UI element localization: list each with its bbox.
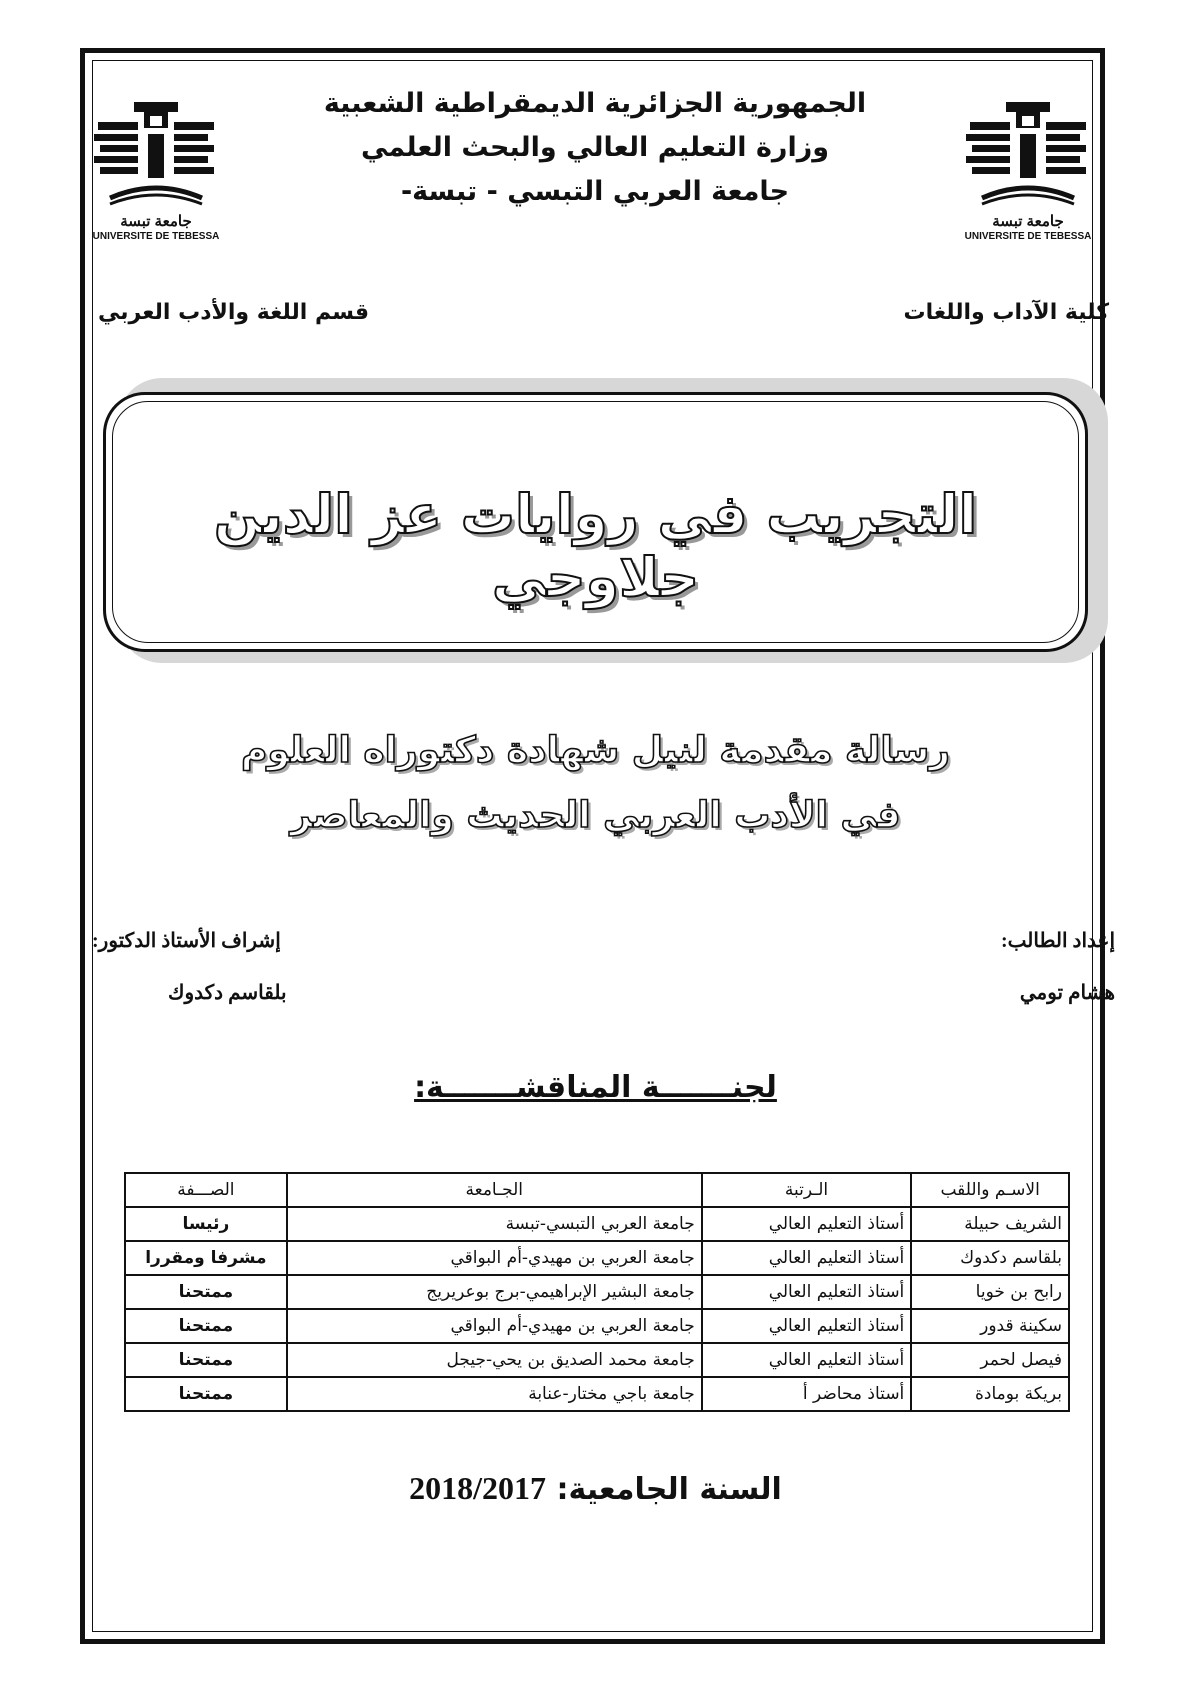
table-row	[125, 1241, 1069, 1275]
jury-rank: أستاذ التعليم العالي	[702, 1275, 912, 1309]
jury-role: مشرفا ومقررا	[125, 1241, 287, 1275]
student-name: هشام تومي	[1019, 982, 1115, 1004]
table-row	[125, 1275, 1069, 1309]
jury-university: جامعة محمد الصديق بن يحي-جيجل	[287, 1343, 702, 1377]
academic-year	[0, 1470, 1191, 1507]
logo-french-caption: UNIVERSITE DE TEBESSA	[964, 231, 1092, 242]
jury-university: جامعة باجي مختار-عنابة	[287, 1377, 702, 1411]
logo-arabic-caption: جامعة تبسة	[992, 213, 1064, 230]
academic-year-label: السنة الجامعية:	[556, 1472, 782, 1507]
jury-name: بريكة بومادة	[911, 1377, 1069, 1411]
header-name: الاسـم واللقب	[911, 1173, 1069, 1207]
header-ministry: وزارة التعليم العالي والبحث العلمي	[360, 132, 830, 163]
jury-rank: أستاذ التعليم العالي	[702, 1309, 912, 1343]
jury-rank: أستاذ التعليم العالي	[702, 1207, 912, 1241]
jury-name: سكينة قدور	[911, 1309, 1069, 1343]
jury-university: جامعة العربي بن مهيدي-أم البواقي	[287, 1241, 702, 1275]
thesis-subtitle-line1: رسالة مقدمة لنيل شهادة دكتوراه العلوم	[240, 730, 951, 771]
university-emblem-icon	[960, 100, 1096, 212]
supervisor-name: بلقاسم دكدوك	[168, 982, 287, 1004]
jury-role: ممتحنا	[125, 1343, 287, 1377]
jury-name: بلقاسم دكدوك	[911, 1241, 1069, 1275]
faculty-name: كلية الآداب واللغات	[903, 300, 1109, 325]
logo-arabic-caption: جامعة تبسة	[120, 213, 192, 230]
thesis-subtitle-line2: في الأدب العربي الحديث والمعاصر	[290, 795, 901, 836]
table-row	[125, 1309, 1069, 1343]
jury-name: الشريف حبيلة	[911, 1207, 1069, 1241]
department-name: قسم اللغة والأدب العربي	[98, 300, 369, 325]
thesis-title: التجريب في روايات عز الدين جلاوجي	[213, 483, 978, 609]
jury-role: ممتحنا	[125, 1377, 287, 1411]
header-university: جامعة العربي التبسي - تبسة-	[400, 176, 790, 207]
header-rank: الـرتبة	[702, 1173, 912, 1207]
academic-year-value: 2018/2017	[409, 1470, 547, 1506]
jury-university: جامعة البشير الإبراهيمي-برج بوعريريج	[287, 1275, 702, 1309]
table-row	[125, 1377, 1069, 1411]
table-row	[125, 1343, 1069, 1377]
header-role: الصـــفة	[125, 1173, 287, 1207]
table-row	[125, 1207, 1069, 1241]
committee-title: لجنـــــــة المناقشـــــــة:	[414, 1070, 777, 1105]
university-emblem-icon	[88, 100, 224, 212]
jury-university: جامعة العربي بن مهيدي-أم البواقي	[287, 1309, 702, 1343]
jury-rank: أستاذ التعليم العالي	[702, 1241, 912, 1275]
header-university: الجـامعة	[287, 1173, 702, 1207]
jury-role: ممتحنا	[125, 1275, 287, 1309]
jury-role: ممتحنا	[125, 1309, 287, 1343]
logo-french-caption: UNIVERSITE DE TEBESSA	[92, 231, 220, 242]
jury-rank: أستاذ محاضر أ	[702, 1377, 912, 1411]
jury-table	[124, 1172, 1070, 1412]
header-republic: الجمهورية الجزائرية الديمقراطية الشعبية	[323, 88, 867, 119]
jury-name: رابح بن خويا	[911, 1275, 1069, 1309]
supervisor-label: إشراف الأستاذ الدكتور:	[92, 930, 281, 952]
university-logo-left	[88, 100, 224, 250]
jury-name: فيصل لحمر	[911, 1343, 1069, 1377]
title-box	[103, 392, 1088, 652]
student-label: إعداد الطالب:	[1001, 930, 1115, 952]
university-logo-right	[960, 100, 1096, 250]
jury-role: رئيسا	[125, 1207, 287, 1241]
jury-header-row	[125, 1173, 1069, 1207]
jury-rank: أستاذ التعليم العالي	[702, 1343, 912, 1377]
jury-university: جامعة العربي التبسي-تبسة	[287, 1207, 702, 1241]
